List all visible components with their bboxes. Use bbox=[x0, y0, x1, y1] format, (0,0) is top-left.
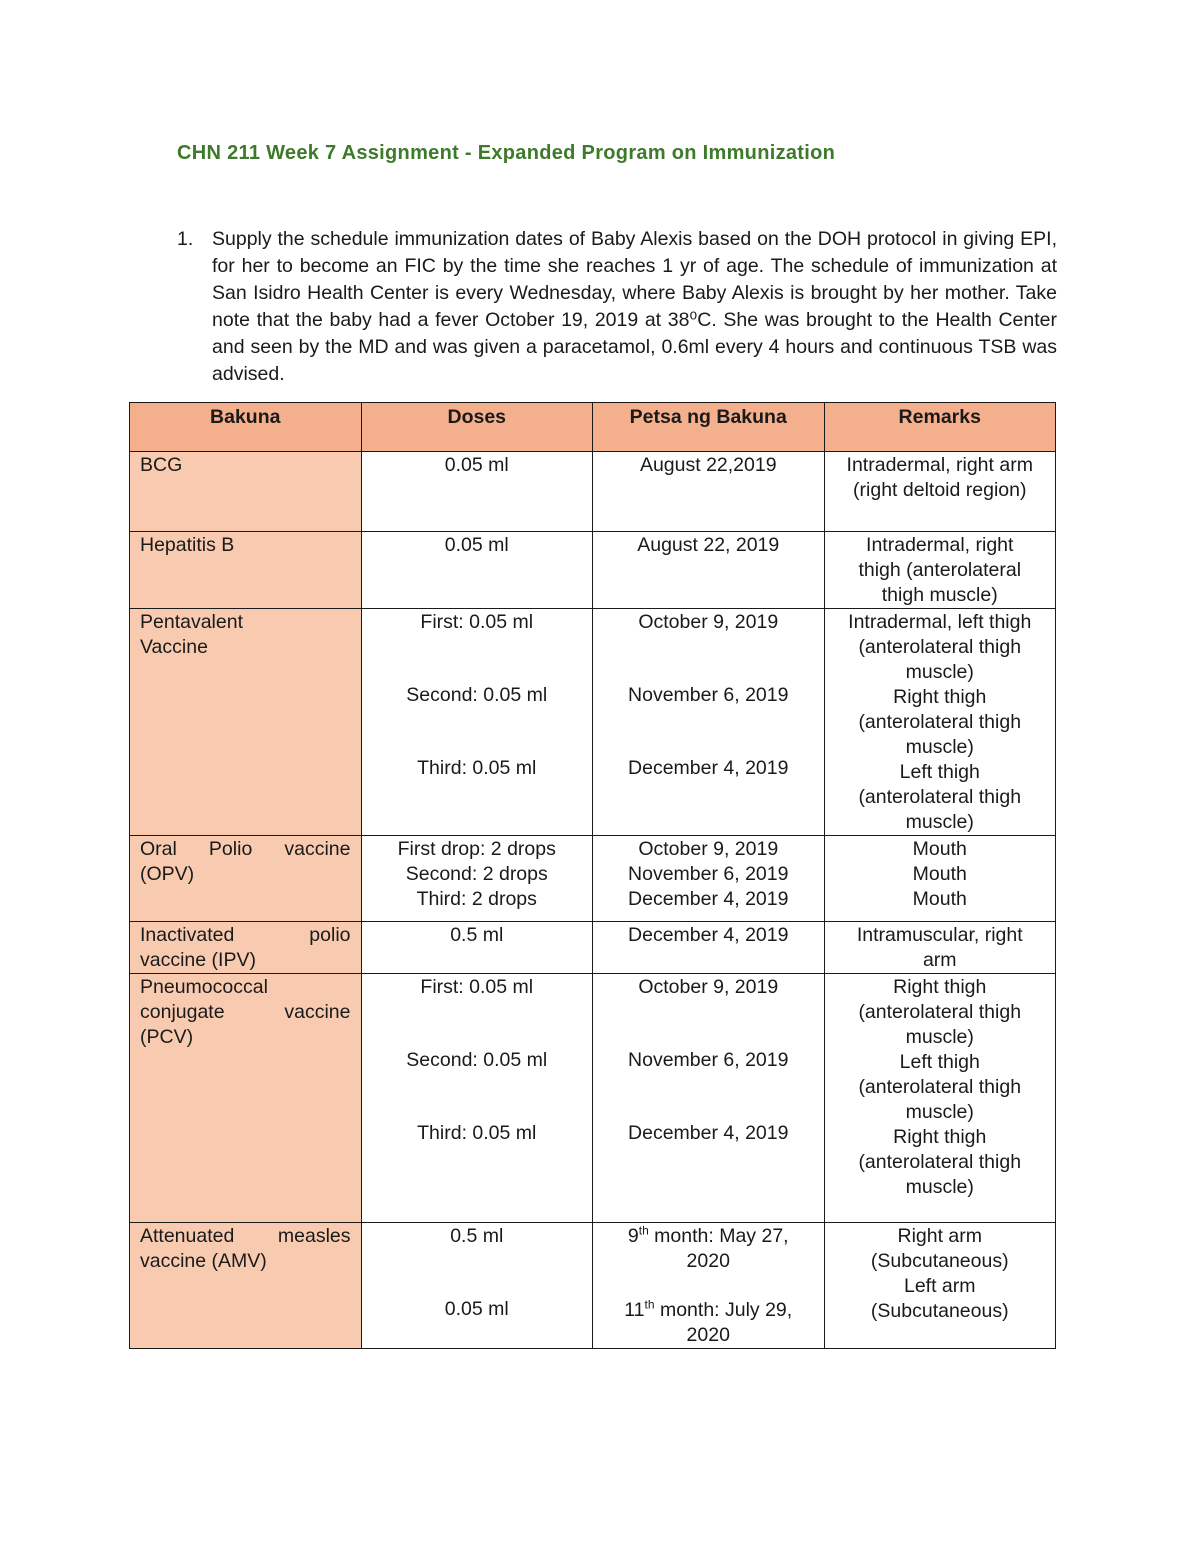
dose-cell bbox=[361, 836, 593, 922]
remarks-line: (Subcutaneous) bbox=[870, 1250, 1009, 1272]
table-row bbox=[130, 1223, 1056, 1349]
vaccine-name: Attenuated measles vaccine (AMV) bbox=[130, 1223, 362, 1349]
dose-line: First: 0.05 ml bbox=[420, 976, 534, 998]
immunization-table bbox=[129, 402, 1056, 1349]
dose-line: Second: 0.05 ml bbox=[406, 684, 548, 706]
remarks-cell bbox=[824, 974, 1056, 1223]
date-ordinal: 11 bbox=[624, 1299, 645, 1321]
table-header-row bbox=[130, 403, 1056, 452]
date-line: November 6, 2019 bbox=[628, 863, 789, 885]
header-remarks: Remarks bbox=[824, 403, 1056, 452]
question-number: 1. bbox=[177, 228, 194, 250]
remarks-line: thigh muscle) bbox=[881, 584, 998, 606]
table-row bbox=[130, 532, 1056, 609]
date-cell: December 4, 2019 bbox=[593, 922, 825, 974]
vaccine-name: Inactivated polio vaccine (IPV) bbox=[130, 922, 362, 974]
remarks-cell bbox=[824, 532, 1056, 609]
vaccine-name: Oral Polio vaccine (OPV) bbox=[130, 836, 362, 922]
table-row bbox=[130, 974, 1056, 1223]
remarks-line: (anterolateral thigh bbox=[858, 1076, 1022, 1098]
remarks-line: (anterolateral thigh bbox=[858, 711, 1022, 733]
remarks-cell bbox=[824, 922, 1056, 974]
remarks-cell bbox=[824, 836, 1056, 922]
remarks-line: (right deltoid region) bbox=[853, 479, 1027, 501]
remarks-line: (anterolateral thigh bbox=[858, 1151, 1022, 1173]
vaccine-name-line: Pentavalent bbox=[140, 611, 243, 633]
date-line: October 9, 2019 bbox=[638, 838, 779, 860]
date-line: October 9, 2019 bbox=[638, 976, 779, 998]
header-bakuna: Bakuna bbox=[130, 403, 362, 452]
remarks-cell bbox=[824, 452, 1056, 532]
dose-line: Second: 2 drops bbox=[405, 863, 548, 885]
vaccine-name: BCG bbox=[130, 452, 362, 532]
vaccine-name-line: Vaccine bbox=[140, 636, 208, 658]
remarks-line: thigh (anterolateral bbox=[858, 559, 1022, 581]
remarks-cell bbox=[824, 1223, 1056, 1349]
date-line: 2020 bbox=[686, 1250, 730, 1272]
date-line bbox=[603, 1298, 814, 1323]
vaccine-name: Hepatitis B bbox=[130, 532, 362, 609]
date-line: October 9, 2019 bbox=[638, 611, 779, 633]
header-doses: Doses bbox=[361, 403, 593, 452]
date-cell bbox=[593, 609, 825, 836]
dose-line: Third: 2 drops bbox=[416, 888, 537, 910]
dose-line: Third: 0.05 ml bbox=[417, 1122, 537, 1144]
document-title: CHN 211 Week 7 Assignment - Expanded Program on Immunization bbox=[177, 142, 836, 164]
remarks-line: Right thigh bbox=[893, 976, 987, 998]
header-petsa: Petsa ng Bakuna bbox=[593, 403, 825, 452]
dose-line: Third: 0.05 ml bbox=[417, 757, 537, 779]
table-row bbox=[130, 836, 1056, 922]
dose-cell: 0.05 ml bbox=[361, 532, 593, 609]
remarks-line: Intradermal, left thigh bbox=[848, 611, 1032, 633]
date-line: December 4, 2019 bbox=[628, 1122, 789, 1144]
date-cell: August 22, 2019 bbox=[593, 532, 825, 609]
date-cell bbox=[593, 1223, 825, 1349]
dose-line: Second: 0.05 ml bbox=[406, 1049, 548, 1071]
remarks-line: Mouth bbox=[912, 863, 967, 885]
remarks-line: (anterolateral thigh bbox=[858, 636, 1022, 658]
date-line: December 4, 2019 bbox=[628, 888, 789, 910]
dose-cell bbox=[361, 974, 593, 1223]
date-ordinal: 9 bbox=[627, 1225, 639, 1247]
remarks-line: muscle) bbox=[905, 811, 974, 833]
vaccine-name: Pneumococcal conjugate vaccine (PCV) bbox=[130, 974, 362, 1223]
remarks-cell bbox=[824, 609, 1056, 836]
remarks-line: arm bbox=[922, 949, 957, 971]
table-row bbox=[130, 452, 1056, 532]
remarks-line: Intradermal, right arm bbox=[846, 454, 1033, 476]
dose-cell bbox=[361, 609, 593, 836]
remarks-line: muscle) bbox=[905, 1026, 974, 1048]
question-text: Supply the schedule immunization dates of Baby Alexis based on the DOH protocol in giving EPI, for her to become an FIC by the time she reaches 1 yr of age. The schedule of immunization at San Isidro Health Center is every Wednesday, where Baby Alexis is brought by her mother. Take note that the baby had a fever October 19, 2019 at 38⁰C. She was brought to the Health Center and seen by the MD and was given a paracetamol, 0.6ml every 4 hours and continuous TSB was advised. bbox=[212, 228, 1057, 385]
dose-line: First drop: 2 drops bbox=[397, 838, 556, 860]
dose-line: 0.05 ml bbox=[444, 1298, 509, 1320]
remarks-line: muscle) bbox=[905, 661, 974, 683]
dose-line: First: 0.05 ml bbox=[420, 611, 534, 633]
remarks-line: Intramuscular, right bbox=[856, 924, 1023, 946]
date-line: 2020 bbox=[686, 1324, 730, 1346]
remarks-line: (anterolateral thigh bbox=[858, 1001, 1022, 1023]
remarks-line: Right thigh bbox=[893, 686, 987, 708]
dose-line: 0.5 ml bbox=[450, 1225, 504, 1247]
table-row bbox=[130, 922, 1056, 974]
remarks-line: Mouth bbox=[912, 838, 967, 860]
remarks-line: Left thigh bbox=[899, 1051, 980, 1073]
remarks-line: muscle) bbox=[905, 1101, 974, 1123]
date-line: December 4, 2019 bbox=[628, 757, 789, 779]
date-cell bbox=[593, 974, 825, 1223]
question-block bbox=[177, 226, 1057, 388]
date-text: month: May 27, bbox=[648, 1225, 789, 1247]
remarks-line: Right thigh bbox=[893, 1126, 987, 1148]
remarks-line: Left arm bbox=[903, 1275, 976, 1297]
date-text: month: July 29, bbox=[654, 1299, 793, 1321]
date-line: November 6, 2019 bbox=[628, 1049, 789, 1071]
remarks-line: (anterolateral thigh bbox=[858, 786, 1022, 808]
date-line bbox=[603, 1224, 814, 1249]
table-row bbox=[130, 609, 1056, 836]
date-ordinal-suffix: th bbox=[644, 1297, 655, 1312]
remarks-line: Right arm bbox=[897, 1225, 983, 1247]
remarks-line: muscle) bbox=[905, 1176, 974, 1198]
vaccine-name bbox=[130, 609, 362, 836]
remarks-line: (Subcutaneous) bbox=[870, 1300, 1009, 1322]
remarks-line: Mouth bbox=[912, 888, 967, 910]
remarks-line: Intradermal, right bbox=[866, 534, 1014, 556]
dose-cell: 0.05 ml bbox=[361, 452, 593, 532]
remarks-line: Left thigh bbox=[899, 761, 980, 783]
remarks-line: muscle) bbox=[905, 736, 974, 758]
dose-cell: 0.5 ml bbox=[361, 922, 593, 974]
dose-cell bbox=[361, 1223, 593, 1349]
date-ordinal-suffix: th bbox=[638, 1223, 649, 1238]
date-cell: August 22,2019 bbox=[593, 452, 825, 532]
date-line: November 6, 2019 bbox=[628, 684, 789, 706]
date-cell bbox=[593, 836, 825, 922]
